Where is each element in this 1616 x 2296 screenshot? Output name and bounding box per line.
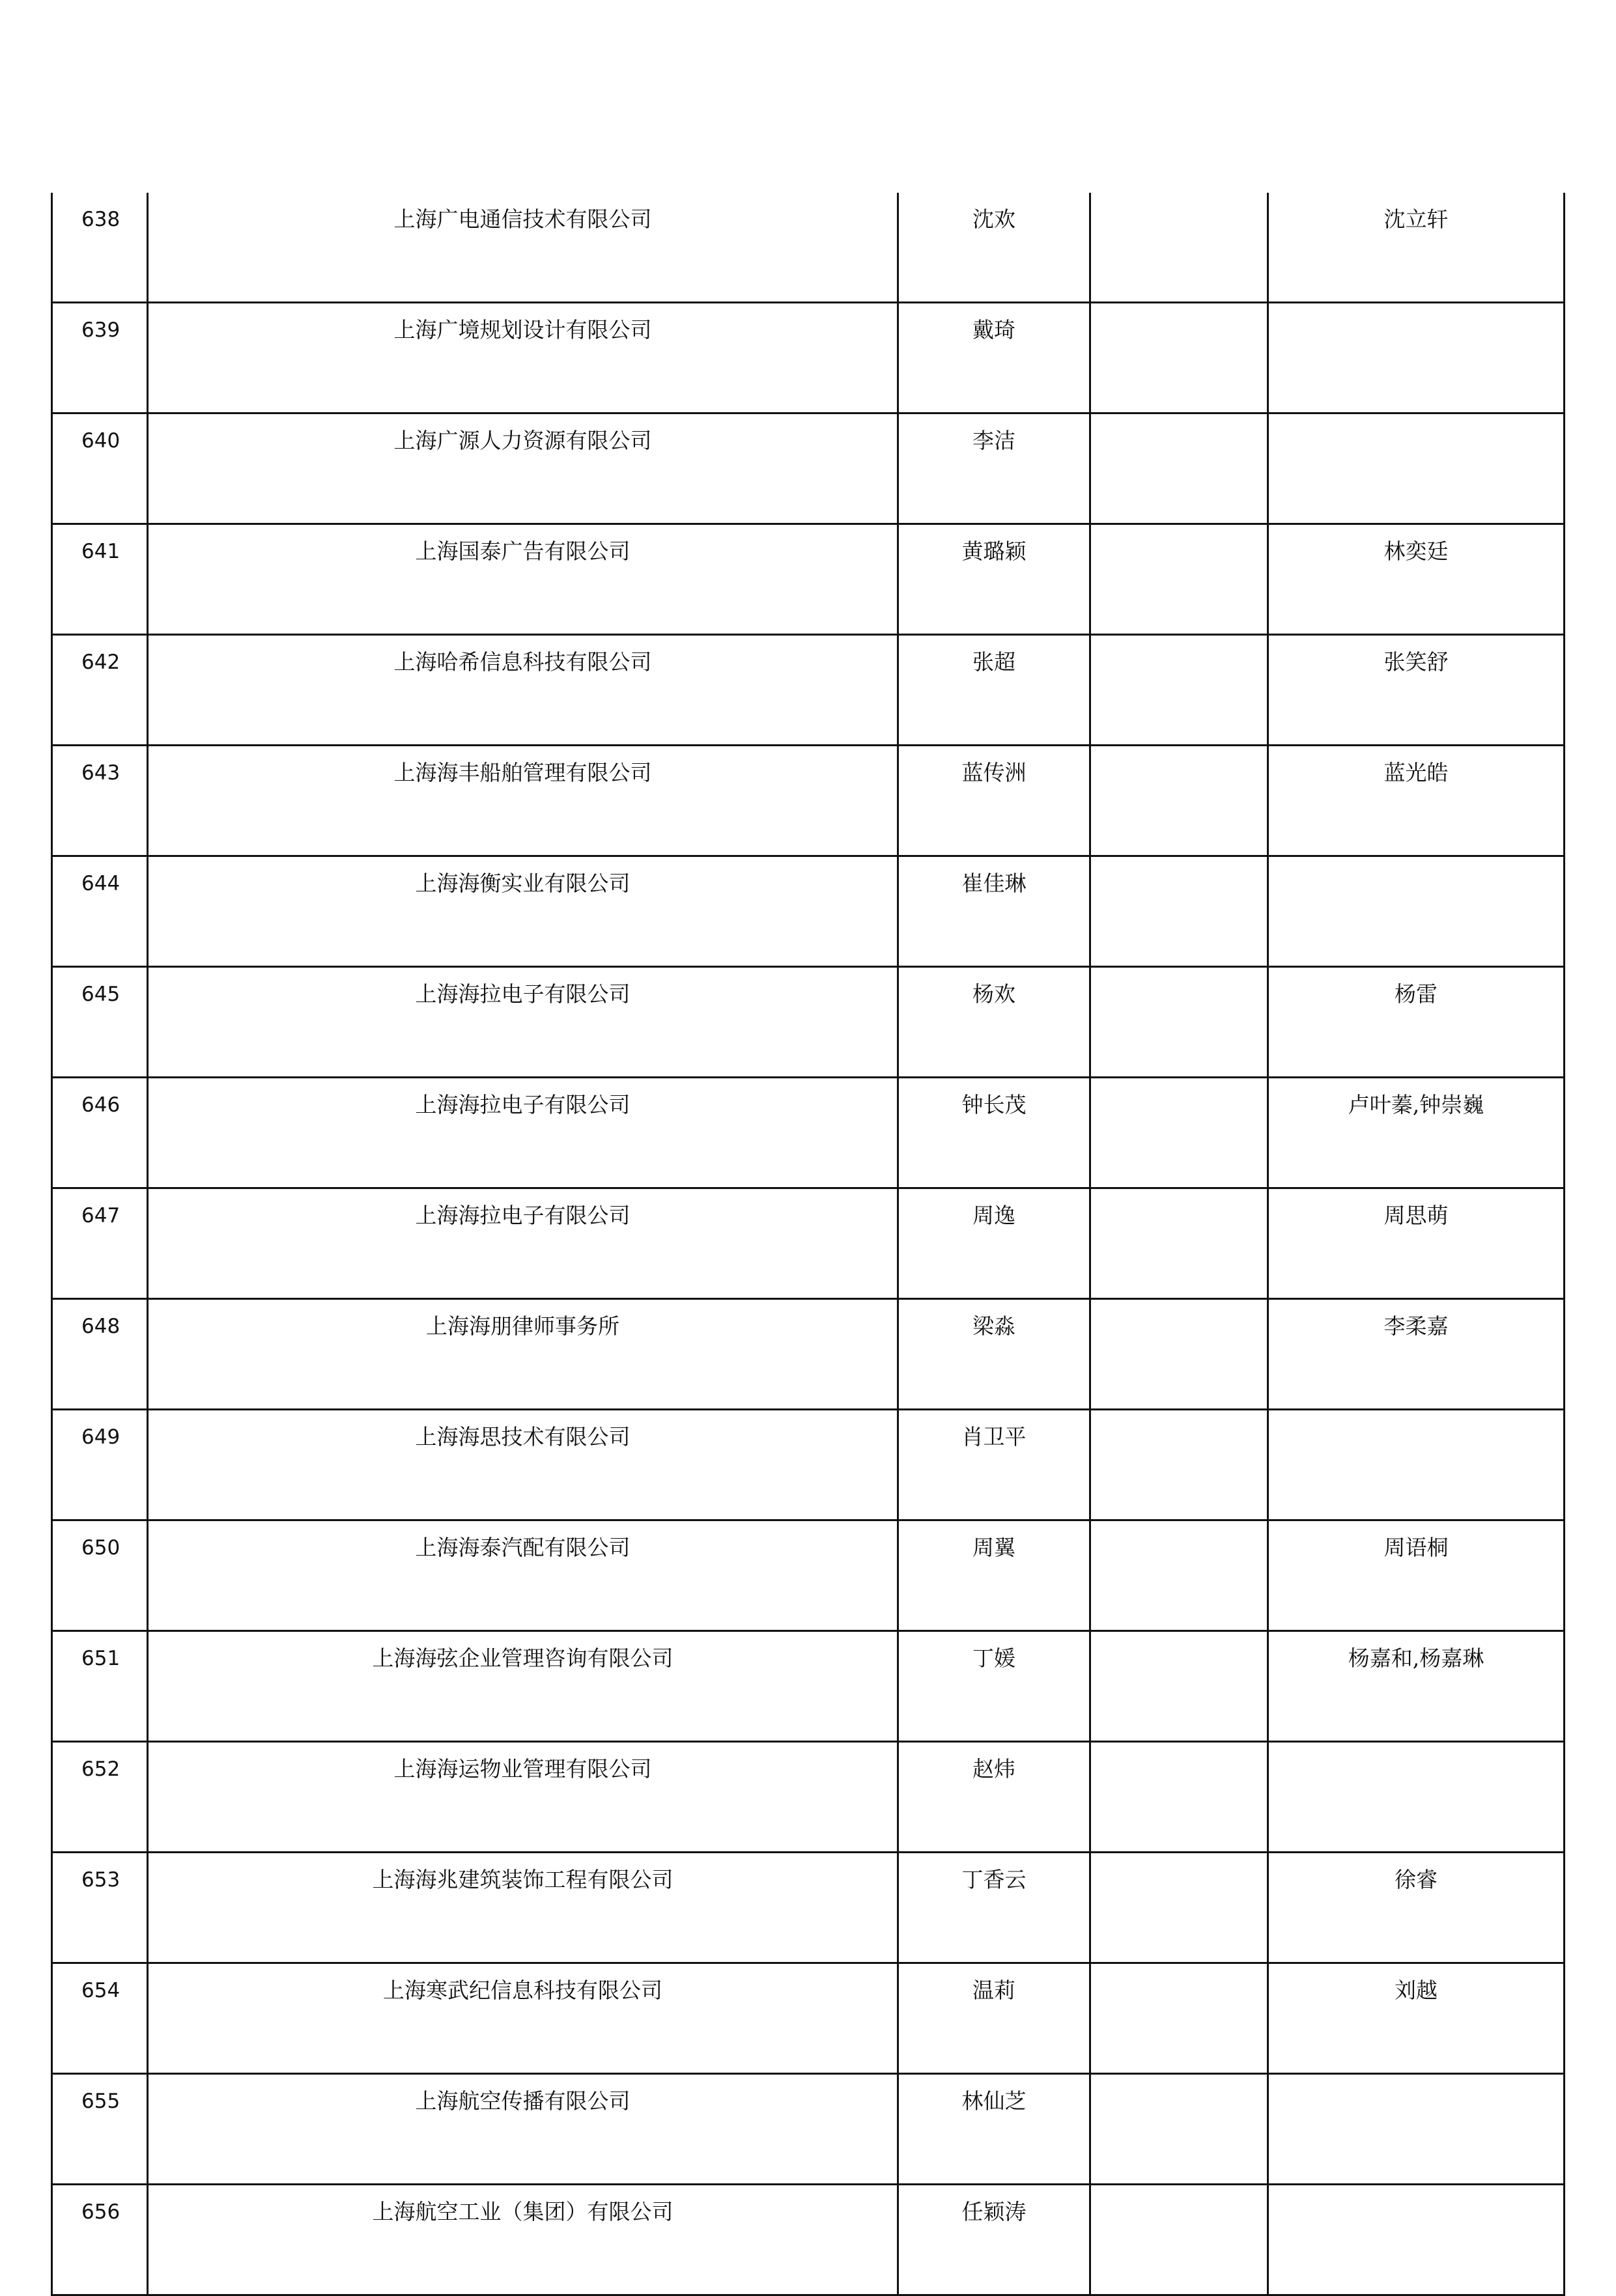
row-number-cell: 646 xyxy=(52,1078,148,1188)
person-name-cell: 黄璐颖 xyxy=(898,524,1090,635)
row-number-cell: 643 xyxy=(52,746,148,856)
person-name-cell: 蓝传洲 xyxy=(898,746,1090,856)
company-name-cell: 上海海泰汽配有限公司 xyxy=(148,1520,898,1631)
person-name-cell: 梁淼 xyxy=(898,1299,1090,1410)
table-row xyxy=(52,856,1565,967)
table-body xyxy=(52,193,1565,2295)
person-name-cell: 周翼 xyxy=(898,1520,1090,1631)
person-name-cell: 钟长茂 xyxy=(898,1078,1090,1188)
company-name-cell: 上海海兆建筑装饰工程有限公司 xyxy=(148,1853,898,1963)
row-number-cell: 638 xyxy=(52,193,148,303)
blank-cell xyxy=(1090,2185,1268,2295)
related-names-cell: 林奕廷 xyxy=(1268,524,1565,635)
table-row xyxy=(52,193,1565,303)
blank-cell xyxy=(1090,1188,1268,1299)
person-name-cell: 周逸 xyxy=(898,1188,1090,1299)
blank-cell xyxy=(1090,1299,1268,1410)
company-name-cell: 上海广境规划设计有限公司 xyxy=(148,303,898,413)
related-names-cell: 蓝光皓 xyxy=(1268,746,1565,856)
person-name-cell: 张超 xyxy=(898,635,1090,746)
table-row xyxy=(52,303,1565,413)
person-name-cell: 李洁 xyxy=(898,413,1090,524)
related-names-cell xyxy=(1268,413,1565,524)
related-names-cell: 刘越 xyxy=(1268,1963,1565,2074)
table-row xyxy=(52,1963,1565,2074)
row-number-cell: 651 xyxy=(52,1631,148,1742)
related-names-cell: 李柔嘉 xyxy=(1268,1299,1565,1410)
blank-cell xyxy=(1090,635,1268,746)
row-number-cell: 655 xyxy=(52,2074,148,2185)
row-number-cell: 647 xyxy=(52,1188,148,1299)
row-number-cell: 654 xyxy=(52,1963,148,2074)
company-name-cell: 上海国泰广告有限公司 xyxy=(148,524,898,635)
blank-cell xyxy=(1090,746,1268,856)
table-row xyxy=(52,2074,1565,2185)
row-number-cell: 648 xyxy=(52,1299,148,1410)
row-number-cell: 645 xyxy=(52,967,148,1078)
company-name-cell: 上海海朋律师事务所 xyxy=(148,1299,898,1410)
related-names-cell: 周语桐 xyxy=(1268,1520,1565,1631)
blank-cell xyxy=(1090,1631,1268,1742)
blank-cell xyxy=(1090,303,1268,413)
company-name-cell: 上海海思技术有限公司 xyxy=(148,1410,898,1520)
related-names-cell xyxy=(1268,1410,1565,1520)
company-name-cell: 上海海衡实业有限公司 xyxy=(148,856,898,967)
person-name-cell: 赵炜 xyxy=(898,1742,1090,1853)
person-name-cell: 沈欢 xyxy=(898,193,1090,303)
related-names-cell xyxy=(1268,303,1565,413)
person-name-cell: 杨欢 xyxy=(898,967,1090,1078)
table-row xyxy=(52,967,1565,1078)
blank-cell xyxy=(1090,1520,1268,1631)
company-name-cell: 上海航空工业（集团）有限公司 xyxy=(148,2185,898,2295)
row-number-cell: 642 xyxy=(52,635,148,746)
row-number-cell: 644 xyxy=(52,856,148,967)
related-names-cell: 卢叶蓁,钟崇巍 xyxy=(1268,1078,1565,1188)
related-names-cell xyxy=(1268,2185,1565,2295)
related-names-cell: 杨雷 xyxy=(1268,967,1565,1078)
table-row xyxy=(52,1520,1565,1631)
blank-cell xyxy=(1090,1410,1268,1520)
table-row xyxy=(52,746,1565,856)
row-number-cell: 649 xyxy=(52,1410,148,1520)
person-name-cell: 肖卫平 xyxy=(898,1410,1090,1520)
blank-cell xyxy=(1090,967,1268,1078)
person-name-cell: 崔佳琳 xyxy=(898,856,1090,967)
row-number-cell: 650 xyxy=(52,1520,148,1631)
registry-table xyxy=(51,193,1565,2296)
person-name-cell: 丁香云 xyxy=(898,1853,1090,1963)
related-names-cell: 杨嘉和,杨嘉琳 xyxy=(1268,1631,1565,1742)
blank-cell xyxy=(1090,856,1268,967)
row-number-cell: 652 xyxy=(52,1742,148,1853)
blank-cell xyxy=(1090,524,1268,635)
table-row xyxy=(52,413,1565,524)
row-number-cell: 656 xyxy=(52,2185,148,2295)
related-names-cell xyxy=(1268,2074,1565,2185)
related-names-cell: 周思萌 xyxy=(1268,1188,1565,1299)
related-names-cell xyxy=(1268,1742,1565,1853)
table-row xyxy=(52,2185,1565,2295)
related-names-cell xyxy=(1268,856,1565,967)
table-row xyxy=(52,1299,1565,1410)
company-name-cell: 上海海拉电子有限公司 xyxy=(148,1188,898,1299)
table-row xyxy=(52,1188,1565,1299)
blank-cell xyxy=(1090,1963,1268,2074)
person-name-cell: 戴琦 xyxy=(898,303,1090,413)
row-number-cell: 641 xyxy=(52,524,148,635)
row-number-cell: 639 xyxy=(52,303,148,413)
row-number-cell: 653 xyxy=(52,1853,148,1963)
table-row xyxy=(52,1078,1565,1188)
blank-cell xyxy=(1090,413,1268,524)
blank-cell xyxy=(1090,2074,1268,2185)
blank-cell xyxy=(1090,193,1268,303)
row-number-cell: 640 xyxy=(52,413,148,524)
company-name-cell: 上海广源人力资源有限公司 xyxy=(148,413,898,524)
table-row xyxy=(52,1410,1565,1520)
table-row xyxy=(52,524,1565,635)
related-names-cell: 张笑舒 xyxy=(1268,635,1565,746)
related-names-cell: 徐睿 xyxy=(1268,1853,1565,1963)
blank-cell xyxy=(1090,1078,1268,1188)
related-names-cell: 沈立轩 xyxy=(1268,193,1565,303)
table-row xyxy=(52,1631,1565,1742)
person-name-cell: 丁媛 xyxy=(898,1631,1090,1742)
blank-cell xyxy=(1090,1742,1268,1853)
company-name-cell: 上海广电通信技术有限公司 xyxy=(148,193,898,303)
table-row xyxy=(52,1742,1565,1853)
company-name-cell: 上海航空传播有限公司 xyxy=(148,2074,898,2185)
company-name-cell: 上海哈希信息科技有限公司 xyxy=(148,635,898,746)
blank-cell xyxy=(1090,1853,1268,1963)
company-name-cell: 上海寒武纪信息科技有限公司 xyxy=(148,1963,898,2074)
person-name-cell: 林仙芝 xyxy=(898,2074,1090,2185)
company-name-cell: 上海海丰船舶管理有限公司 xyxy=(148,746,898,856)
company-name-cell: 上海海弦企业管理咨询有限公司 xyxy=(148,1631,898,1742)
person-name-cell: 任颖涛 xyxy=(898,2185,1090,2295)
company-name-cell: 上海海运物业管理有限公司 xyxy=(148,1742,898,1853)
table-row xyxy=(52,1853,1565,1963)
person-name-cell: 温莉 xyxy=(898,1963,1090,2074)
table-row xyxy=(52,635,1565,746)
company-name-cell: 上海海拉电子有限公司 xyxy=(148,1078,898,1188)
company-name-cell: 上海海拉电子有限公司 xyxy=(148,967,898,1078)
